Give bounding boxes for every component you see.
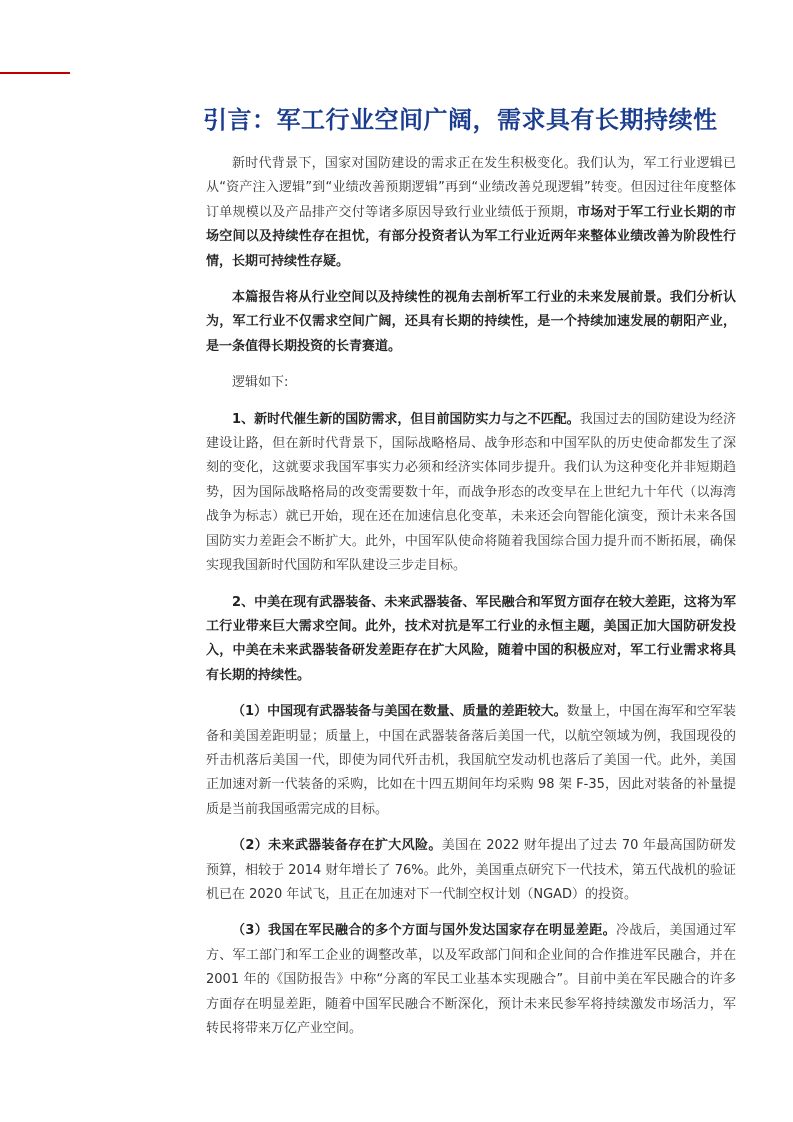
paragraph-subpoint-1 bbox=[206, 700, 736, 822]
header-accent-line bbox=[0, 72, 70, 74]
paragraph-bold-text: 2、中美在现有武器装备、未来武器装备、军民融合和军贸方面存在较大差距，这将为军工行业带来巨大需求空间。此外，技术对抗是军工行业的永恒主题，美国正加大国防研发投入，中美在未来武器装备研发差距存在扩大风险，随着中国的积极应对，军工行业需求将具有长期的持续性。 bbox=[206, 594, 736, 683]
paragraph-subpoint-3 bbox=[206, 919, 736, 1041]
paragraph-text: 美国在 2022 财年提出了过去 70 年最高国防研发预算，相较于 2014 财年增长了 76%。此外，美国重点研究下一代技术，第五代战机的验证机已在 2020 年试飞，且正在加速对下一代制空权计划（NGAD）的投资。 bbox=[206, 838, 736, 902]
paragraph-bold-text: （3）我国在军民融合的多个方面与国外发达国家存在明显差距。 bbox=[232, 923, 616, 939]
paragraph-thesis bbox=[206, 286, 736, 359]
paragraph-bold-text: 1、新时代催生新的国防需求，但目前国防实力与之不匹配。 bbox=[232, 411, 580, 427]
paragraph-text: 冷战后，美国通过军方、军工部门和军工企业的调整改革，以及军政部门间和企业间的合作推进军民融合，并在 2001 年的《国防报告》中称“分离的军民工业基本实现融合”。目前中美在军民融合的许多方面存在明显差距，随着中国军民融合不断深化，预计未来民参军将持续激发市场活力，军转民将带来万亿产业空间。 bbox=[206, 923, 736, 1036]
paragraph-bold-text: 本篇报告将从行业空间以及持续性的视角去剖析军工行业的未来发展前景。我们分析认为，军工行业不仅需求空间广阔，还具有长期的持续性，是一个持续加速发展的朝阳产业，是一条值得长期投资的长青赛道。 bbox=[206, 290, 736, 354]
paragraph-point-1 bbox=[206, 408, 736, 579]
paragraph-bold-text: （1）中国现有武器装备与美国在数量、质量的差距较大。 bbox=[232, 704, 567, 720]
paragraph-text: 逻辑如下: bbox=[232, 375, 289, 391]
paragraph-bold-text: （2）未来武器装备存在扩大风险。 bbox=[232, 838, 442, 854]
paragraph-background bbox=[206, 152, 736, 274]
paragraph-logic-intro bbox=[206, 371, 736, 395]
paragraph-bold-text: 市场对于军工行业长期的市场空间以及持续性存在担忧，有部分投资者认为军工行业近两年来整体业绩改善为阶段性行情，长期可持续性存疑。 bbox=[206, 204, 736, 269]
paragraph-point-2 bbox=[206, 591, 736, 689]
paragraph-text: 新时代背景下，国家对国防建设的需求正在发生积极变化。我们认为，军工行业逻辑已从“资产注入逻辑”到“业绩改善预期逻辑”再到“业绩改善兑现逻辑”转变。但因过往年度整体订单规模以及产品排产交付等诸多原因导致行业业绩低于预期， bbox=[206, 156, 736, 220]
paragraph-text: 数量上，中国在海军和空军装备和美国差距明显；质量上，中国在武器装备落后美国一代，以航空领域为例，我国现役的歼击机落后美国一代，即使为同代歼击机，我国航空发动机也落后了美国一代。此外，美国正加速对新一代装备的采购，比如在十四五期间年均采购 98 架 F-35，因此对装备的补量提质是当前我国亟需完成的目标。 bbox=[206, 704, 736, 817]
paragraph-text: 我国过去的国防建设为经济建设让路，但在新时代背景下，国际战略格局、战争形态和中国军队的历史使命都发生了深刻的变化，这就要求我国军事实力必须和经济实体同步提升。我们认为这种变化并非短期趋势，因为国际战略格局的改变需要数十年，而战争形态的改变早在上世纪九十年代（以海湾战争为标志）就已开始，现在还在加速信息化变革，未来还会向智能化演变，预计未来各国国防实力差距会不断扩大。此外，中国军队使命将随着我国综合国力提升而不断拓展，确保实现我国新时代国防和军队建设三步走目标。 bbox=[206, 411, 736, 574]
page-title: 引言：军工行业空间广阔，需求具有长期持续性 bbox=[203, 106, 718, 134]
paragraph-subpoint-2 bbox=[206, 834, 736, 907]
body-content bbox=[206, 152, 736, 1053]
